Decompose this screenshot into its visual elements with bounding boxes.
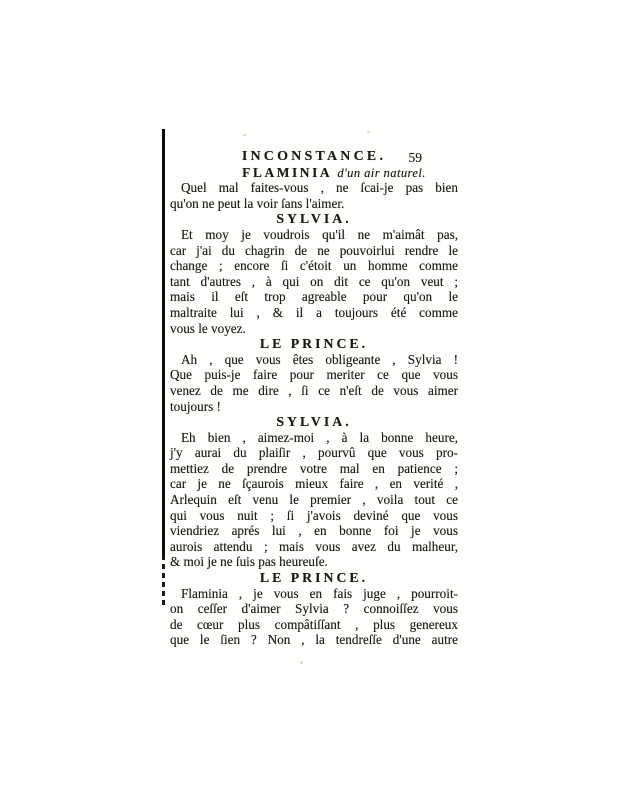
scan-speck (300, 661, 303, 664)
text-line: de cœur plus compâtiſſant , plus genereux (170, 616, 458, 632)
play-text (170, 165, 458, 648)
text-line: mettiez de prendre votre mal en patience ; (170, 460, 458, 476)
text-line: Arlequin eſt venu le premier , voila tout ce (170, 492, 458, 508)
stage-direction: d'un air naturel. (337, 165, 426, 180)
text-line: maltraite lui , & il a toujours été comme (170, 304, 458, 320)
running-header (170, 149, 458, 165)
binding-rule-faded (162, 555, 165, 605)
text-line: & moi je ne ſuis pas heureuſe. (170, 554, 328, 570)
text-line: que le ſien ? Non , la tendreſſe d'une autre (170, 632, 458, 648)
text-line: venez de me dire , ſi ce n'eſt de vous aimer (170, 382, 458, 398)
page-number: 59 (408, 150, 422, 165)
text-line: j'y aurai du plaiſir , pourvû que vous pro- (170, 445, 458, 461)
running-title: INCONSTANCE. (241, 149, 387, 164)
text-line: tant d'autres , à qui on dit ce qu'on veut ; (170, 273, 458, 289)
speaker-heading: LE PRINCE. (259, 336, 369, 352)
text-line: car je ne ſçaurois mieux faire , en verité , (170, 476, 458, 492)
text-line: qu'on ne peut la voir ſans l'aimer. (170, 195, 345, 211)
binding-rule (162, 129, 165, 555)
text-line: mais il eſt trop agreable pour qu'on le (170, 289, 458, 305)
text-line: vous le voyez. (170, 320, 246, 336)
text-line: viendriez aprés lui , en bonne foi je vous (170, 523, 458, 539)
speaker-heading: SYLVIA. (276, 211, 352, 227)
text-line: qui vous nuit ; ſi j'avois deviné que vous (170, 507, 458, 523)
text-line: car j'ai du chagrin de ne pouvoirlui rendre le (170, 242, 458, 258)
scan-speck (367, 131, 370, 133)
text-line: Flaminia , je vous en fais juge , pourroit- (181, 585, 458, 601)
scan-speck (243, 134, 246, 136)
speaker-heading: SYLVIA. (276, 414, 352, 430)
speaker-name: FLAMINIA (242, 164, 338, 180)
text-line: Quel mal faites-vous , ne ſcai-je pas bien (181, 180, 458, 196)
text-line: on ceſſer d'aimer Sylvia ? connoiſſez vous (170, 601, 458, 617)
speaker-heading-with-stage-direction (170, 165, 458, 181)
text-line: aurois attendu ; mais vous avez du malheur, (170, 538, 458, 554)
text-line: Et moy je voudrois qu'il ne m'aimât pas, (181, 226, 458, 242)
text-line: Ah , que vous êtes obligeante , Sylvia ! (181, 351, 458, 367)
text-line: Que puis-je faire pour meriter ce que vous (170, 367, 458, 383)
speaker-heading: LE PRINCE. (259, 570, 369, 586)
text-line: change ; encore ſi c'étoit un homme comme (170, 258, 458, 274)
text-line: Eh bien , aimez-moi , à la bonne heure, (181, 429, 458, 445)
text-block (170, 149, 458, 648)
text-line: toujours ! (170, 398, 221, 414)
